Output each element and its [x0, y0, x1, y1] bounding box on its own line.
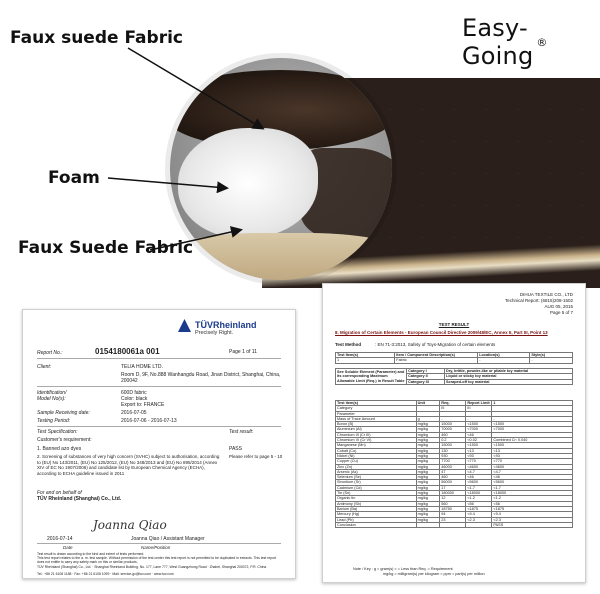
table-cell	[416, 522, 440, 527]
footer-contact: Tel.: +86 21 6108 1188 · Fax: +86 21 6108 1099 · Mail: service-gc@tuv.com · www.tuv.com	[37, 572, 174, 576]
table-cell: <2.3	[466, 517, 492, 522]
table-cell: Category	[336, 406, 417, 411]
table-cell: 70000	[440, 427, 466, 432]
table-cell: mg/kg	[416, 501, 440, 506]
table-cell: <5600	[466, 480, 492, 485]
notes-2: mg/kg = milligram(s) per kilogram = ppm = part(s) per million	[383, 572, 485, 576]
table-cell: mg/kg	[416, 491, 440, 496]
tuv-triangle-icon	[178, 319, 191, 332]
table-cell: 56000	[440, 480, 466, 485]
table-cell: 560	[440, 501, 466, 506]
table-header-cell: Item / Component Description(s)	[395, 353, 478, 358]
table-cell: III	[440, 406, 466, 411]
table-cell: mg/kg	[416, 432, 440, 437]
arrow-bottom	[150, 230, 240, 250]
table-cell: 0.2	[440, 438, 466, 443]
table-cell: 7700	[440, 459, 466, 464]
table-cell: <4600	[466, 464, 492, 469]
table-cell: <93	[466, 453, 492, 458]
table-cell: <770	[466, 459, 492, 464]
table-cell: mg/kg	[416, 459, 440, 464]
table-header-cell: Report Limit	[466, 401, 492, 406]
table-cell: -	[492, 416, 573, 421]
table-cell: <7000	[466, 427, 492, 432]
table-row	[336, 522, 573, 527]
tuv-logo-sub: Precisely Right.	[195, 330, 234, 336]
table-cell: <1.7	[492, 485, 573, 490]
table-cell: 17	[440, 485, 466, 490]
arrow-middle	[108, 178, 226, 188]
test-report	[322, 283, 586, 583]
table-cell: <4.7	[466, 469, 492, 474]
results-table	[335, 400, 573, 528]
table-cell: <0.02	[466, 438, 492, 443]
table-cell: Category III	[407, 379, 445, 384]
table-cell: Selenium (Se)	[336, 475, 417, 480]
table-cell: <56	[466, 501, 492, 506]
table-cell: <18000	[466, 491, 492, 496]
table-cell: mg/kg	[416, 512, 440, 517]
sign-date: 2016-07-14	[47, 536, 73, 542]
table-cell: Barium (Ba)	[336, 506, 417, 511]
customer-requirement: Customer's requirement:	[37, 437, 92, 443]
receive-value: 2016-07-05	[121, 410, 147, 416]
client-label: Client:	[37, 364, 52, 370]
table-cell: Manganese (Mn)	[336, 443, 417, 448]
table-cell: 12	[440, 496, 466, 501]
footer-note-2: This test report relates to the a. m. test sample. Without permission of the test center this test report is not permitted to be duplicated in extracts. This test report does not entitle to carry any safety mark on this or similar products.	[37, 556, 277, 564]
signer: Joanna Qiao / Assistant Manager	[131, 536, 205, 542]
table-header-cell: Test item(s)	[336, 401, 417, 406]
method-label: Test Method	[335, 342, 362, 347]
table-cell: <770	[492, 459, 573, 464]
table-cell: Chromium VI (Cr VI)	[336, 438, 417, 443]
table-cell: <46	[492, 475, 573, 480]
table-cell: Chromium III (Cr III)	[336, 432, 417, 437]
category-table	[335, 368, 573, 385]
table-cell: <93	[492, 453, 573, 458]
report-number: Technical Report: (6815)208-1502	[504, 298, 573, 303]
name-label: Name/Position	[141, 545, 171, 550]
table-cell: Cobalt (Co)	[336, 448, 417, 453]
table-cell: <46	[466, 432, 492, 437]
report-company: DIHUA TEXTILE CO., LTD	[519, 292, 573, 297]
table-cell: mg/kg	[416, 469, 440, 474]
table-cell: Combined Cr: 0.040	[492, 438, 573, 443]
requirement-1: 1. Banned azo dyes	[37, 446, 82, 452]
table-cell: Aluminium (Al)	[336, 427, 417, 432]
table-cell: Lead (Pb)	[336, 517, 417, 522]
table-cell: Mercury (Hg)	[336, 512, 417, 517]
page-count: Page 1 of 11	[229, 349, 257, 355]
testing-value: 2016-07-06 - 2016-07-13	[121, 418, 177, 424]
table-cell: Category I	[407, 369, 445, 374]
result-label: Test result:	[229, 429, 254, 435]
table-cell: Category II	[407, 374, 445, 379]
table-cell: mg/kg	[416, 475, 440, 480]
tuv-certificate	[22, 309, 296, 579]
table-cell: Liquid or sticky toy material	[445, 374, 573, 379]
table-header-cell: Test Item(s)	[336, 353, 395, 358]
divider	[37, 386, 281, 387]
requirement-1-result: PASS	[229, 446, 242, 452]
table-cell: <7000	[492, 427, 573, 432]
table-cell: mg/kg	[416, 438, 440, 443]
table-cell: Strontium (Sr)	[336, 480, 417, 485]
table-header-cell: Location(s)	[478, 353, 530, 358]
divider	[37, 358, 281, 359]
table-cell: <1500	[492, 422, 573, 427]
notes: Note / Key : g = gram(s) < = Less than Req. = Requirement	[353, 567, 453, 571]
spec-label: Test Specification:	[37, 429, 78, 435]
model-label: Model No(s):	[37, 396, 66, 402]
table-cell: <1.7	[466, 485, 492, 490]
callout-foam: Foam	[48, 168, 100, 188]
table-cell: -	[530, 358, 573, 363]
table-cell: mg/kg	[416, 464, 440, 469]
table-cell: mg/kg	[416, 485, 440, 490]
table-cell: -	[440, 416, 466, 421]
table-cell: Nickel (Ni)	[336, 453, 417, 458]
sample-table	[335, 352, 573, 364]
signature: Joanna Qiao	[93, 518, 167, 532]
table-row	[336, 358, 573, 363]
table-cell: Mass of Trace Amount	[336, 416, 417, 421]
table-cell: 180000	[440, 491, 466, 496]
table-cell: 130	[440, 448, 466, 453]
table-cell: Boron (B)	[336, 422, 417, 427]
table-cell: <4.7	[492, 469, 573, 474]
footer-address: TÜV Rheinland (Shanghai) Co., Ltd. · Shanghai Rheinland Building, No. 177, Lane 777, West Guangzhong Road · Zhabei, Shanghai 200072, P.R. China	[37, 565, 267, 569]
table-cell: -	[478, 358, 530, 363]
table-cell: <1500	[466, 443, 492, 448]
table-cell	[440, 522, 466, 527]
table-cell: <9.4	[466, 512, 492, 517]
date-label: Date	[63, 545, 73, 550]
table-cell: mg/kg	[416, 443, 440, 448]
table-cell: -	[466, 416, 492, 421]
table-cell: <46	[466, 475, 492, 480]
report-page: Page 5 of 7	[549, 310, 573, 315]
table-cell: Dry, brittle, powder-like or pliable toy material	[445, 369, 573, 374]
client-address: Room D, 9F, No.888 Wanhangdu Road, Jinan District, Shanghai, China, 200042	[121, 372, 281, 384]
table-cell: 94	[440, 512, 466, 517]
brand-name: Easy-Going	[462, 14, 534, 70]
table-cell: Fabric	[395, 358, 478, 363]
testing-label: Testing Period:	[37, 418, 71, 424]
table-cell: Scraped-off toy material	[445, 379, 573, 384]
table-cell: 460	[440, 432, 466, 437]
table-cell: <5600	[492, 480, 573, 485]
behalf-label: For and on behalf of	[37, 490, 82, 496]
table-cell: <1875	[492, 506, 573, 511]
table-cell: PASS	[492, 522, 573, 527]
export-value: Export to: FRANCE	[121, 402, 165, 408]
requirement-2-result: Please refer to page 5 - 10	[229, 454, 283, 459]
report-no: 0154180061a 001	[95, 347, 160, 356]
table-header-cell: Unit	[416, 401, 440, 406]
table-cell: 46000	[440, 464, 466, 469]
client-name: TELIA HOME LTD.	[121, 364, 163, 370]
callout-bottom-fabric: Faux Suede Fabric	[18, 238, 194, 258]
tuv-logo-text: TÜVRheinland	[195, 320, 257, 330]
table-cell: Conclusion	[336, 522, 417, 527]
method-value: : EN 71-3:2013, Safety of Toys-Migration of certain elements	[375, 342, 496, 347]
arrow-top	[128, 48, 262, 128]
table-cell: mg/kg	[416, 517, 440, 522]
table-cell: 460	[440, 475, 466, 480]
table-cell: See Soluble Element (Parameter) and its corresponding Maximum Allowable Limit (Req.) in Result Table	[336, 369, 407, 385]
report-date: AUG 05, 2015	[544, 304, 573, 309]
requirement-2: 2. Screening of substances of very high concern (SVHC) subject to authorisation, according to (EU) No 143/2011, (EU) No 125/2012, (EU) No 348/2013 and (EU) No 895/2014 (Annex XIV of EC No 1907/2006) and candidate list by European Chemical Agency (ECHA), according to ECHA guideline issued in 2011	[37, 454, 220, 476]
table-cell: mg/kg	[416, 506, 440, 511]
table-cell: <2.3	[492, 517, 573, 522]
table-cell: g	[416, 416, 440, 421]
divider	[37, 426, 281, 427]
divider	[37, 543, 281, 544]
table-cell: 23	[440, 517, 466, 522]
table-cell: Arsenic (As)	[336, 469, 417, 474]
table-cell: Cadmium (Cd)	[336, 485, 417, 490]
table-cell: Copper (Cu)	[336, 459, 417, 464]
table-cell: <56	[492, 501, 573, 506]
registered-mark: ®	[536, 36, 548, 49]
table-header-cell: Req.	[440, 401, 466, 406]
table-cell: <1875	[466, 506, 492, 511]
table-cell: 930	[440, 453, 466, 458]
table-cell: 15000	[440, 443, 466, 448]
table-cell: mg/kg	[416, 427, 440, 432]
section-title: TEST RESULT	[438, 322, 470, 327]
table-cell: 47	[440, 469, 466, 474]
table-cell: <1.2	[492, 496, 573, 501]
tuv-logo	[195, 320, 257, 336]
table-cell: mg/kg	[416, 496, 440, 501]
report-no-label: Report No.:	[37, 350, 63, 356]
table-cell: mg/kg	[416, 448, 440, 453]
callout-top-fabric: Faux suede Fabric	[10, 28, 183, 48]
receive-label: Sample Receiving date:	[37, 410, 90, 416]
table-cell: mg/kg	[416, 453, 440, 458]
table-cell: <18000	[492, 491, 573, 496]
table-cell: Zinc (Zn)	[336, 464, 417, 469]
table-cell: <4600	[492, 464, 573, 469]
ident-label: Identification/	[37, 390, 67, 396]
table-cell: Tin (Sn)	[336, 491, 417, 496]
table-cell: <9.4	[492, 512, 573, 517]
table-cell: <1500	[466, 422, 492, 427]
test-heading: 8. Migration of Certain Elements - European Council Directive 2009/48/EC, Annex II, Part III, Point 13	[335, 330, 548, 335]
table-cell: III	[466, 406, 492, 411]
color-value: Color: black	[121, 396, 148, 402]
table-cell: <1500	[492, 443, 573, 448]
ident-value: 600D fabric	[121, 390, 147, 396]
table-cell: mg/kg	[416, 422, 440, 427]
table-cell	[466, 522, 492, 527]
table-header-cell: Style(s)	[530, 353, 573, 358]
table-cell: <13	[492, 448, 573, 453]
table-cell: Parameter	[336, 411, 417, 416]
table-cell: 15000	[440, 422, 466, 427]
table-cell: mg/kg	[416, 480, 440, 485]
footer-note-1: Test result is drawn according to the kind and extent of tests performed.	[37, 552, 145, 556]
table-cell: Antimony (Sb)	[336, 501, 417, 506]
table-cell: <1.2	[466, 496, 492, 501]
table-cell: 1	[336, 358, 395, 363]
table-cell: Organic tin	[336, 496, 417, 501]
behalf-name: TÜV Rheinland (Shanghai) Co., Ltd.	[37, 496, 122, 502]
table-header-cell: 1	[492, 401, 573, 406]
table-cell: 18750	[440, 506, 466, 511]
table-cell: <13	[466, 448, 492, 453]
